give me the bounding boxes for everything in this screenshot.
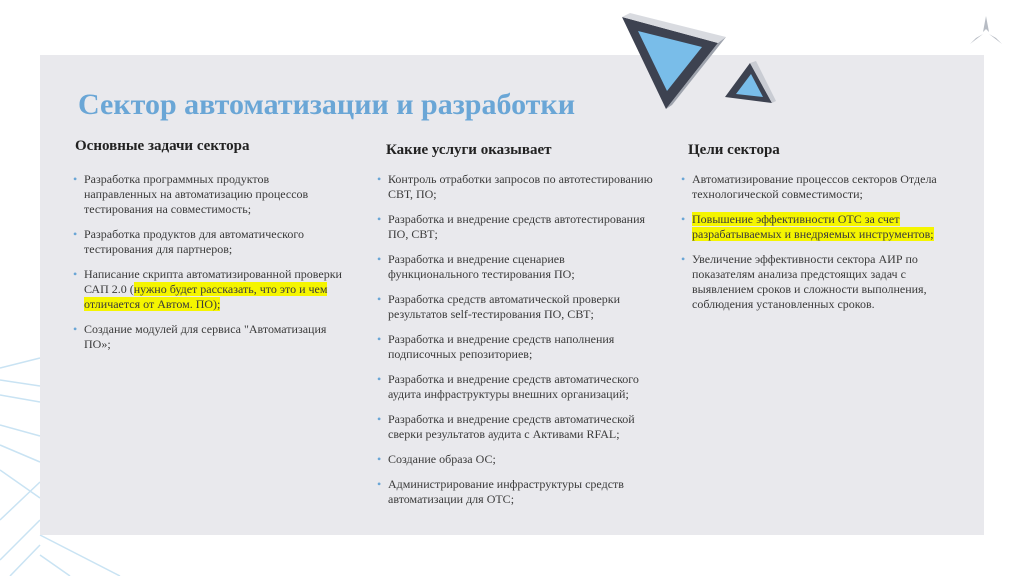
list-item xyxy=(377,372,657,402)
item-text: Разработка средств автоматической проверки результатов self-тестирования ПО, СВТ; xyxy=(388,292,621,321)
highlighted-text: нужно будет рассказать, что это и чем отличается от Автом. ПО); xyxy=(84,282,328,311)
list-item xyxy=(377,412,657,442)
column-heading: Какие услуги оказывает xyxy=(386,142,552,158)
bullet-icon: • xyxy=(377,212,382,226)
item-text: Разработка и внедрение средств автоматической сверки результатов аудита с Активами RFAL; xyxy=(388,412,635,441)
column-heading: Цели сектора xyxy=(688,142,780,158)
task-list xyxy=(73,172,343,362)
bullet-icon: • xyxy=(73,267,78,281)
slide-title: Сектор автоматизации и разработки xyxy=(78,88,575,121)
services-list xyxy=(377,172,657,517)
bullet-icon: • xyxy=(73,172,78,186)
item-text: Создание модулей для сервиса "Автоматизация ПО»; xyxy=(84,322,327,351)
company-logo-icon xyxy=(966,14,1006,48)
item-text: Написание скрипта автоматизированной проверки САП 2.0 ( xyxy=(84,267,342,296)
bullet-icon: • xyxy=(73,322,78,336)
list-item xyxy=(73,267,343,312)
list-item xyxy=(73,322,343,352)
item-text: Разработка и внедрение средств наполнения подписочных репозиториев; xyxy=(388,332,615,361)
list-item xyxy=(73,172,343,217)
bullet-icon: • xyxy=(73,227,78,241)
list-item xyxy=(681,252,951,312)
goals-list xyxy=(681,172,951,322)
item-text: Автоматизирование процессов секторов Отдела технологической совместимости; xyxy=(692,172,937,201)
bullet-icon: • xyxy=(377,412,382,426)
bullet-icon: • xyxy=(377,172,382,186)
list-item xyxy=(73,227,343,257)
item-text: Контроль отработки запросов по автотестированию СВТ, ПО; xyxy=(388,172,653,201)
item-text: Разработка и внедрение сценариев функционального тестирования ПО; xyxy=(388,252,575,281)
list-item xyxy=(377,252,657,282)
bullet-icon: • xyxy=(681,252,686,266)
list-item xyxy=(377,452,657,467)
item-text: Разработка и внедрение средств автотестирования ПО, СВТ; xyxy=(388,212,646,241)
item-text: Разработка программных продуктов направленных на автоматизацию процессов тестирования на совместимость; xyxy=(84,172,309,216)
list-item xyxy=(377,332,657,362)
column-heading: Основные задачи сектора xyxy=(75,138,250,154)
bullet-icon: • xyxy=(681,212,686,226)
item-text: Создание образа ОС; xyxy=(388,452,496,466)
item-text: Администрирование инфраструктуры средств автоматизации для ОТС; xyxy=(388,477,624,506)
triangle-decoration-icon xyxy=(610,5,790,115)
bullet-icon: • xyxy=(681,172,686,186)
bullet-icon: • xyxy=(377,372,382,386)
item-text: Увеличение эффективности сектора АИР по показателям анализа предстоящих задач с выявлением сроков и сложности выполнения, соблюдения установленных сроков. xyxy=(692,252,927,311)
bullet-icon: • xyxy=(377,477,382,491)
highlighted-text: Повышение эффективности ОТС за счет разрабатываемых и внедряемых инструментов; xyxy=(692,212,934,241)
list-item xyxy=(681,172,951,202)
item-text: Разработка продуктов для автоматического тестирования для партнеров; xyxy=(84,227,305,256)
bullet-icon: • xyxy=(377,452,382,466)
bullet-icon: • xyxy=(377,292,382,306)
item-text: Разработка и внедрение средств автоматического аудита инфраструктуры внешних организаций; xyxy=(388,372,639,401)
list-item xyxy=(681,212,951,242)
bullet-icon: • xyxy=(377,252,382,266)
bullet-icon: • xyxy=(377,332,382,346)
list-item xyxy=(377,477,657,507)
list-item xyxy=(377,212,657,242)
list-item xyxy=(377,292,657,322)
list-item xyxy=(377,172,657,202)
